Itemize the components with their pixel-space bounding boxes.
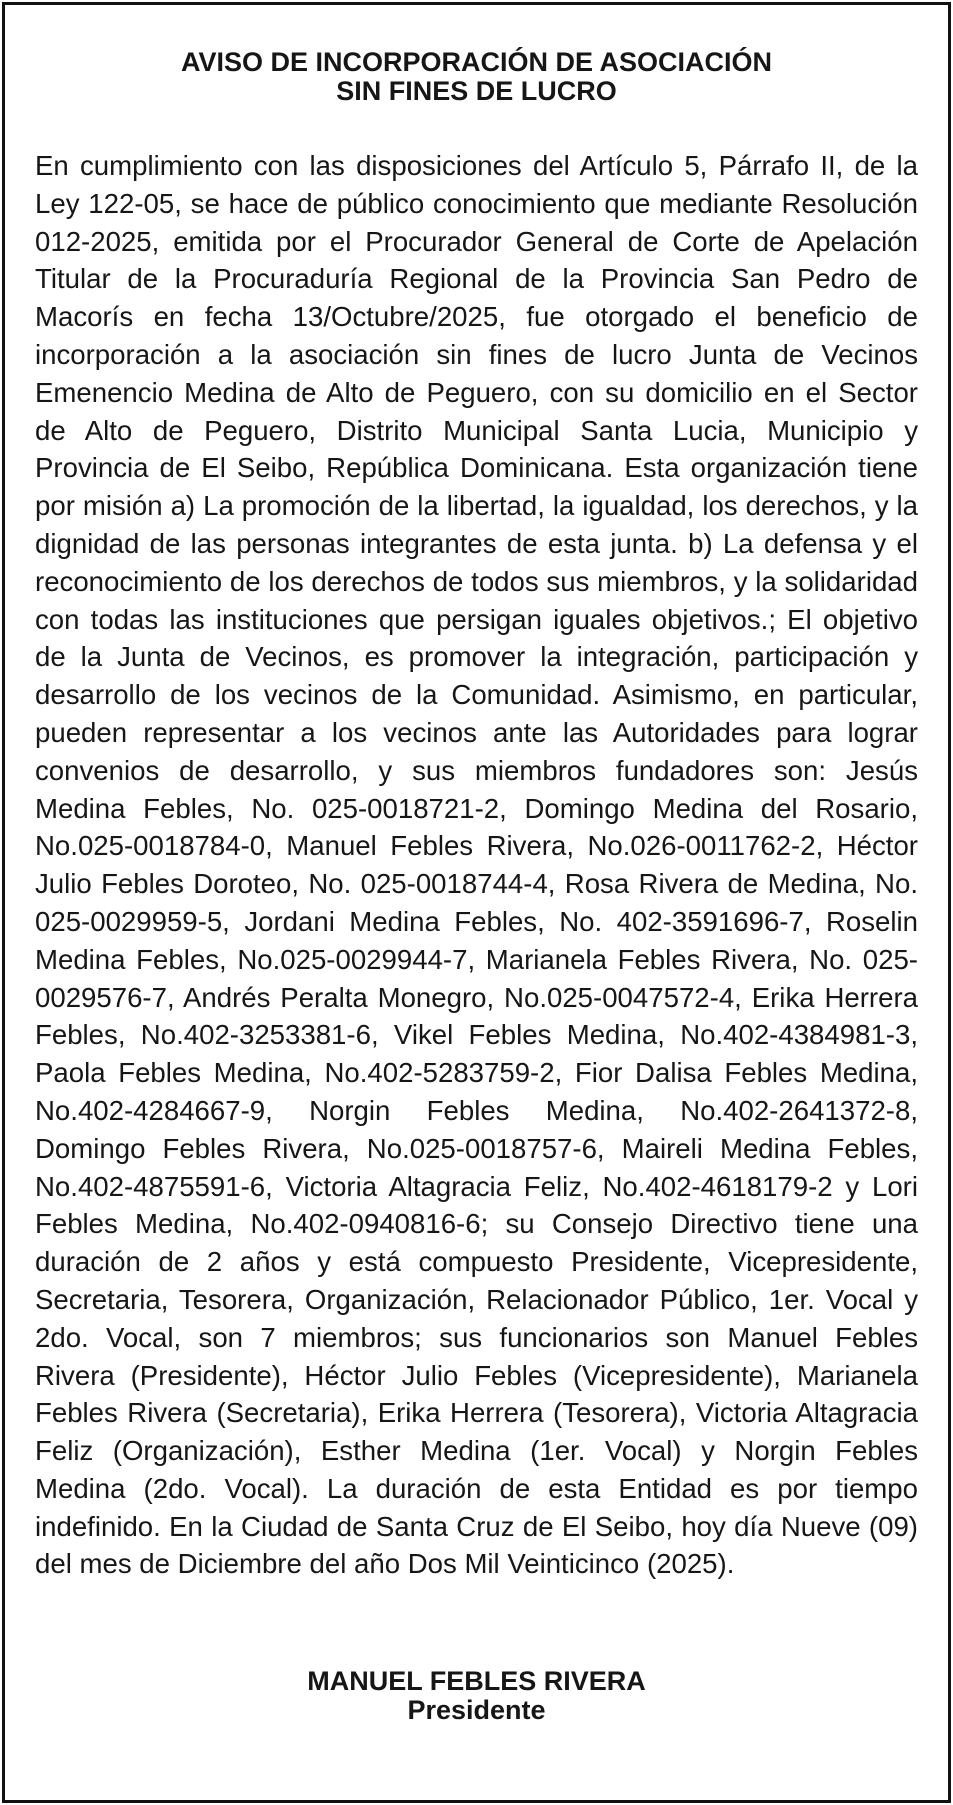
signature-title: Presidente — [407, 1695, 546, 1725]
title-line-2: SIN FINES DE LUCRO — [336, 76, 617, 106]
signature-block — [5, 1667, 948, 1725]
notice-body-text: En cumplimiento con las disposiciones del Artículo 5, Párrafo II, de la Ley 122-05, se hace de público conocimiento que mediante Resolución 012-2025, emitida por el Procurador General de Corte de Apelación Titular de la Procuraduría Regional de la Provincia San Pedro de Macorís en fecha 13/Octubre/2025, fue otorgado el beneficio de incorporación a la asociación sin fines de lucro Junta de Vecinos Emenencio Medina de Alto de Peguero, con su domicilio en el Sector de Alto de Peguero, Distrito Municipal Santa Lucia, Municipio y Provincia de El Seibo, República Dominicana. Esta organización tiene por misión a) La promoción de la libertad, la igualdad, los derechos, y la dignidad de las personas integrantes de esta junta. b) La defensa y el reconocimiento de los derechos de todos sus miembros, y la solidaridad con todas las instituciones que persigan iguales objetivos.; El objetivo de la Junta de Vecinos, es promover la integración, participación y desarrollo de los vecinos de la Comunidad. Asimismo, en particular, pueden representar a los vecinos ante las Autoridades para lograr convenios de desarrollo, y sus miembros fundadores son: Jesús Medina Febles, No. 025-0018721-2, Domingo Medina del Rosario, No.025-0018784-0, Manuel Febles Rivera, No.026-0011762-2, Héctor Julio Febles Doroteo, No. 025-0018744-4, Rosa Rivera de Medina, No. 025-0029959-5, Jordani Medina Febles, No. 402-3591696-7, Roselin Medina Febles, No.025-0029944-7, Marianela Febles Rivera, No. 025-0029576-7, Andrés Peralta Monegro, No.025-0047572-4, Erika Herrera Febles, No.402-3253381-6, Vikel Febles Medina, No.402-4384981-3, Paola Febles Medina, No.402-5283759-2, Fior Dalisa Febles Medina, No.402-4284667-9, Norgin Febles Medina, No.402-2641372-8, Domingo Febles Rivera, No.025-0018757-6, Maireli Medina Febles, No.402-4875591-6, Victoria Altagracia Feliz, No.402-4618179-2 y Lori Febles Medina, No.402-0940816-6; su Consejo Directivo tiene una duración de 2 años y está compuesto Presidente, Vicepresidente, Secretaria, Tesorera, Organización, Relacionador Público, 1er. Vocal y 2do. Vocal, son 7 miembros; sus funcionarios son Manuel Febles Rivera (Presidente), Héctor Julio Febles (Vicepresidente), Marianela Febles Rivera (Secretaria), Erika Herrera (Tesorera), Victoria Altagracia Feliz (Organización), Esther Medina (1er. Vocal) y Norgin Febles Medina (2do. Vocal). La duración de esta Entidad es por tiempo indefinido. En la Ciudad de Santa Cruz de El Seibo, hoy día Nueve (09) del mes de Diciembre del año Dos Mil Veinticinco (2025). — [35, 150, 918, 1580]
notice-title — [5, 48, 948, 106]
signature-name: MANUEL FEBLES RIVERA — [307, 1666, 646, 1696]
notice-box — [2, 2, 951, 1803]
title-line-1: AVISO DE INCORPORACIÓN DE ASOCIACIÓN — [180, 47, 773, 77]
